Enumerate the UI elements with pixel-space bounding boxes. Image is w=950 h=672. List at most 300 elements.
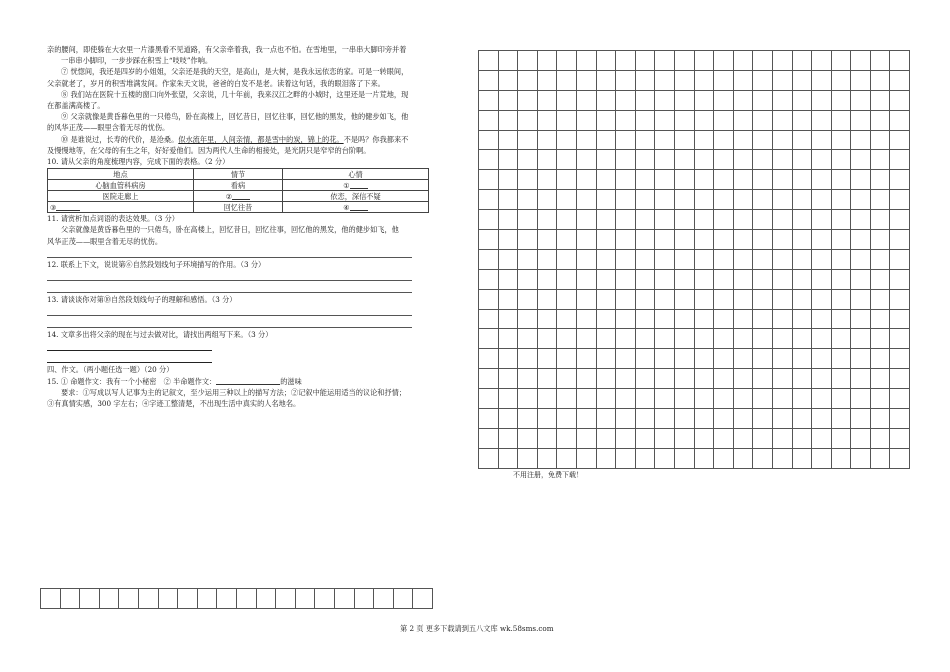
grid-cell[interactable] [616,130,636,150]
grid-cell[interactable] [537,349,557,369]
grid-cell[interactable] [831,329,851,349]
grid-cell[interactable] [557,409,577,429]
grid-cell[interactable] [518,369,538,389]
grid-cell[interactable] [753,428,773,448]
grid-cell[interactable] [576,249,596,269]
grid-cell[interactable] [557,349,577,369]
grid-cell[interactable] [772,51,792,71]
grid-cell[interactable] [890,269,910,289]
grid-cell[interactable] [479,190,499,210]
grid-cell[interactable] [576,329,596,349]
grid-cell[interactable] [596,51,616,71]
grid-cell[interactable] [655,249,675,269]
grid-cell[interactable] [890,70,910,90]
grid-cell[interactable] [753,110,773,130]
grid-cell[interactable] [694,130,714,150]
grid-cell[interactable] [674,349,694,369]
grid-cell[interactable] [870,448,890,468]
grid-cell[interactable] [635,170,655,190]
grid-cell[interactable] [655,369,675,389]
grid-cell[interactable] [596,70,616,90]
grid-cell[interactable] [498,51,518,71]
grid-cell[interactable] [812,90,832,110]
grid-cell[interactable] [674,190,694,210]
grid-cell[interactable] [831,309,851,329]
grid-cell[interactable] [616,190,636,210]
answer-blank[interactable] [56,202,80,211]
grid-cell[interactable] [753,230,773,250]
grid-cell[interactable] [557,448,577,468]
grid-cell[interactable] [772,309,792,329]
grid-cell[interactable] [812,289,832,309]
grid-cell[interactable] [655,269,675,289]
grid-cell[interactable] [733,409,753,429]
grid-cell[interactable] [557,210,577,230]
grid-cell[interactable] [674,309,694,329]
grid-cell[interactable] [557,190,577,210]
grid-cell[interactable] [792,210,812,230]
grid-cell[interactable] [498,190,518,210]
grid-cell[interactable] [635,289,655,309]
grid-cell[interactable] [870,51,890,71]
grid-cell[interactable] [851,130,871,150]
grid-cell[interactable] [537,90,557,110]
grid-cell[interactable] [596,249,616,269]
grid-cell[interactable] [576,150,596,170]
grid-cell[interactable] [596,170,616,190]
grid-cell[interactable] [80,589,100,609]
grid-cell[interactable] [890,329,910,349]
grid-cell[interactable] [733,70,753,90]
grid-cell[interactable] [596,210,616,230]
grid-cell[interactable] [870,309,890,329]
grid-cell[interactable] [870,110,890,130]
grid-cell[interactable] [197,589,217,609]
grid-cell[interactable] [498,269,518,289]
grid-cell[interactable] [694,90,714,110]
grid-cell[interactable] [714,448,734,468]
grid-cell[interactable] [890,210,910,230]
grid-cell[interactable] [479,309,499,329]
grid-cell[interactable] [812,130,832,150]
grid-cell[interactable] [831,369,851,389]
grid-cell[interactable] [537,150,557,170]
grid-cell[interactable] [518,230,538,250]
grid-cell[interactable] [851,269,871,289]
grid-cell[interactable] [812,249,832,269]
grid-cell[interactable] [616,249,636,269]
grid-cell[interactable] [557,230,577,250]
grid-cell[interactable] [479,170,499,190]
grid-cell[interactable] [792,110,812,130]
grid-cell[interactable] [596,409,616,429]
grid-cell[interactable] [655,210,675,230]
grid-cell[interactable] [576,210,596,230]
grid-cell[interactable] [655,70,675,90]
grid-cell[interactable] [635,70,655,90]
grid-cell[interactable] [812,428,832,448]
grid-cell[interactable] [479,249,499,269]
grid-cell[interactable] [812,448,832,468]
grid-cell[interactable] [753,369,773,389]
grid-cell[interactable] [576,230,596,250]
grid-cell[interactable] [576,349,596,369]
grid-cell[interactable] [792,51,812,71]
grid-cell[interactable] [890,389,910,409]
grid-cell[interactable] [616,329,636,349]
grid-cell[interactable] [674,230,694,250]
grid-cell[interactable] [792,249,812,269]
grid-cell[interactable] [870,150,890,170]
grid-cell[interactable] [694,170,714,190]
answer-line[interactable] [47,247,412,258]
grid-cell[interactable] [518,249,538,269]
grid-cell[interactable] [674,150,694,170]
grid-cell[interactable] [772,150,792,170]
grid-cell[interactable] [334,589,354,609]
grid-cell[interactable] [596,230,616,250]
grid-cell[interactable] [635,90,655,110]
grid-cell[interactable] [753,170,773,190]
grid-cell[interactable] [537,210,557,230]
grid-cell[interactable] [576,448,596,468]
grid-cell[interactable] [655,170,675,190]
grid-cell[interactable] [851,369,871,389]
grid-cell[interactable] [851,249,871,269]
grid-cell[interactable] [831,70,851,90]
grid-cell[interactable] [851,389,871,409]
grid-cell[interactable] [655,409,675,429]
grid-cell[interactable] [616,409,636,429]
grid-cell[interactable] [733,428,753,448]
grid-cell[interactable] [890,90,910,110]
grid-cell[interactable] [596,329,616,349]
grid-cell[interactable] [812,349,832,369]
grid-cell[interactable] [812,309,832,329]
grid-cell[interactable] [851,51,871,71]
grid-cell[interactable] [537,269,557,289]
grid-cell[interactable] [831,448,851,468]
grid-cell[interactable] [674,329,694,349]
grid-cell[interactable] [479,150,499,170]
grid-cell[interactable] [772,369,792,389]
answer-line[interactable] [47,270,412,281]
grid-cell[interactable] [694,210,714,230]
grid-cell[interactable] [851,329,871,349]
grid-cell[interactable] [870,269,890,289]
grid-cell[interactable] [635,349,655,369]
grid-cell[interactable] [518,289,538,309]
grid-cell[interactable] [694,150,714,170]
grid-cell[interactable] [812,190,832,210]
grid-cell[interactable] [812,70,832,90]
grid-cell[interactable] [870,170,890,190]
grid-cell[interactable] [714,70,734,90]
grid-cell[interactable] [870,190,890,210]
grid-cell[interactable] [518,428,538,448]
grid-cell[interactable] [557,70,577,90]
grid-cell[interactable] [851,289,871,309]
grid-cell[interactable] [635,230,655,250]
answer-line[interactable] [47,317,412,328]
grid-cell[interactable] [831,190,851,210]
grid-cell[interactable] [890,289,910,309]
grid-cell[interactable] [576,90,596,110]
grid-cell[interactable] [694,269,714,289]
grid-cell[interactable] [557,309,577,329]
grid-cell[interactable] [714,428,734,448]
grid-cell[interactable] [694,428,714,448]
grid-cell[interactable] [635,389,655,409]
grid-cell[interactable] [393,589,413,609]
grid-cell[interactable] [733,170,753,190]
grid-cell[interactable] [498,369,518,389]
grid-cell[interactable] [831,269,851,289]
grid-cell[interactable] [596,389,616,409]
grid-cell[interactable] [772,249,792,269]
grid-cell[interactable] [753,389,773,409]
table-cell-blank[interactable] [283,202,429,213]
grid-cell[interactable] [635,409,655,429]
grid-cell[interactable] [753,329,773,349]
grid-cell[interactable] [772,90,792,110]
grid-cell[interactable] [890,349,910,369]
grid-cell[interactable] [714,170,734,190]
grid-cell[interactable] [890,448,910,468]
grid-cell[interactable] [694,349,714,369]
grid-cell[interactable] [772,428,792,448]
grid-cell[interactable] [733,210,753,230]
grid-cell[interactable] [792,448,812,468]
grid-cell[interactable] [890,110,910,130]
grid-cell[interactable] [714,309,734,329]
grid-cell[interactable] [772,448,792,468]
grid-cell[interactable] [596,428,616,448]
grid-cell[interactable] [596,349,616,369]
grid-cell[interactable] [714,249,734,269]
grid-cell[interactable] [674,448,694,468]
grid-cell[interactable] [714,110,734,130]
grid-cell[interactable] [655,428,675,448]
grid-cell[interactable] [792,130,812,150]
grid-cell[interactable] [498,349,518,369]
grid-cell[interactable] [276,589,296,609]
grid-cell[interactable] [714,190,734,210]
composition-grid[interactable] [478,50,910,469]
grid-cell[interactable] [616,90,636,110]
grid-cell[interactable] [479,269,499,289]
grid-cell[interactable] [41,589,61,609]
grid-cell[interactable] [870,289,890,309]
grid-cell[interactable] [694,249,714,269]
grid-cell[interactable] [851,448,871,468]
grid-cell[interactable] [655,110,675,130]
grid-cell[interactable] [479,409,499,429]
table-cell-blank[interactable] [283,180,429,191]
grid-cell[interactable] [694,110,714,130]
grid-cell[interactable] [557,51,577,71]
grid-cell[interactable] [772,110,792,130]
grid-cell[interactable] [479,428,499,448]
grid-cell[interactable] [753,269,773,289]
grid-cell[interactable] [635,269,655,289]
grid-cell[interactable] [792,190,812,210]
grid-cell[interactable] [616,269,636,289]
grid-cell[interactable] [890,230,910,250]
grid-cell[interactable] [518,269,538,289]
grid-cell[interactable] [518,349,538,369]
grid-cell[interactable] [870,428,890,448]
grid-cell[interactable] [733,349,753,369]
grid-cell[interactable] [596,90,616,110]
grid-cell[interactable] [518,150,538,170]
grid-cell[interactable] [498,170,518,190]
grid-cell[interactable] [831,389,851,409]
grid-cell[interactable] [674,70,694,90]
grid-cell[interactable] [772,289,792,309]
grid-cell[interactable] [733,309,753,329]
grid-cell[interactable] [576,130,596,150]
grid-cell[interactable] [655,130,675,150]
grid-cell[interactable] [635,51,655,71]
grid-cell[interactable] [753,349,773,369]
grid-cell[interactable] [674,428,694,448]
grid-cell[interactable] [616,428,636,448]
q15-title-blank[interactable] [216,376,280,385]
grid-cell[interactable] [518,130,538,150]
grid-cell[interactable] [694,230,714,250]
grid-cell[interactable] [831,428,851,448]
grid-cell[interactable] [537,230,557,250]
grid-cell[interactable] [596,110,616,130]
grid-cell[interactable] [674,130,694,150]
grid-cell[interactable] [537,130,557,150]
grid-cell[interactable] [498,70,518,90]
grid-cell[interactable] [616,309,636,329]
grid-cell[interactable] [576,409,596,429]
grid-cell[interactable] [576,170,596,190]
grid-cell[interactable] [772,349,792,369]
grid-cell[interactable] [812,389,832,409]
grid-cell[interactable] [694,329,714,349]
grid-cell[interactable] [714,369,734,389]
grid-cell[interactable] [537,289,557,309]
grid-cell[interactable] [733,130,753,150]
grid-cell[interactable] [851,349,871,369]
grid-cell[interactable] [138,589,158,609]
grid-cell[interactable] [733,230,753,250]
grid-cell[interactable] [557,150,577,170]
grid-cell[interactable] [557,269,577,289]
grid-cell[interactable] [714,51,734,71]
answer-blank[interactable] [350,202,368,211]
grid-cell[interactable] [217,589,237,609]
grid-cell[interactable] [479,369,499,389]
grid-cell[interactable] [479,389,499,409]
grid-cell[interactable] [890,369,910,389]
grid-cell[interactable] [576,190,596,210]
grid-cell[interactable] [753,51,773,71]
grid-cell[interactable] [714,230,734,250]
grid-cell[interactable] [851,190,871,210]
grid-cell[interactable] [295,589,315,609]
grid-cell[interactable] [812,150,832,170]
answer-grid-row[interactable] [40,588,433,609]
grid-cell[interactable] [812,409,832,429]
grid-cell[interactable] [518,90,538,110]
grid-cell[interactable] [753,190,773,210]
grid-cell[interactable] [557,289,577,309]
grid-cell[interactable] [576,289,596,309]
grid-cell[interactable] [576,110,596,130]
grid-cell[interactable] [831,409,851,429]
grid-cell[interactable] [851,309,871,329]
grid-cell[interactable] [537,110,557,130]
grid-cell[interactable] [694,289,714,309]
grid-cell[interactable] [576,389,596,409]
grid-cell[interactable] [576,428,596,448]
grid-cell[interactable] [733,269,753,289]
grid-cell[interactable] [576,309,596,329]
table-cell-blank[interactable] [193,191,282,202]
grid-cell[interactable] [518,210,538,230]
grid-cell[interactable] [870,369,890,389]
answer-line[interactable] [47,305,412,316]
grid-cell[interactable] [635,150,655,170]
grid-cell[interactable] [674,289,694,309]
grid-cell[interactable] [890,309,910,329]
grid-cell[interactable] [674,90,694,110]
grid-cell[interactable] [792,150,812,170]
grid-cell[interactable] [537,409,557,429]
grid-cell[interactable] [792,349,812,369]
grid-cell[interactable] [537,51,557,71]
grid-cell[interactable] [890,170,910,190]
grid-cell[interactable] [479,349,499,369]
grid-cell[interactable] [498,249,518,269]
grid-cell[interactable] [537,70,557,90]
grid-cell[interactable] [753,90,773,110]
answer-line[interactable] [47,282,412,293]
grid-cell[interactable] [772,130,792,150]
grid-cell[interactable] [635,130,655,150]
grid-cell[interactable] [498,409,518,429]
grid-cell[interactable] [772,210,792,230]
grid-cell[interactable] [655,349,675,369]
grid-cell[interactable] [616,349,636,369]
grid-cell[interactable] [714,90,734,110]
grid-cell[interactable] [831,210,851,230]
grid-cell[interactable] [354,589,374,609]
grid-cell[interactable] [831,51,851,71]
grid-cell[interactable] [537,389,557,409]
grid-cell[interactable] [851,90,871,110]
grid-cell[interactable] [674,249,694,269]
grid-cell[interactable] [158,589,178,609]
grid-cell[interactable] [851,150,871,170]
grid-cell[interactable] [772,170,792,190]
grid-cell[interactable] [537,309,557,329]
grid-cell[interactable] [60,589,80,609]
grid-cell[interactable] [733,289,753,309]
grid-cell[interactable] [518,329,538,349]
grid-cell[interactable] [576,269,596,289]
grid-cell[interactable] [772,329,792,349]
grid-cell[interactable] [576,70,596,90]
grid-cell[interactable] [596,309,616,329]
grid-cell[interactable] [753,130,773,150]
grid-cell[interactable] [812,110,832,130]
